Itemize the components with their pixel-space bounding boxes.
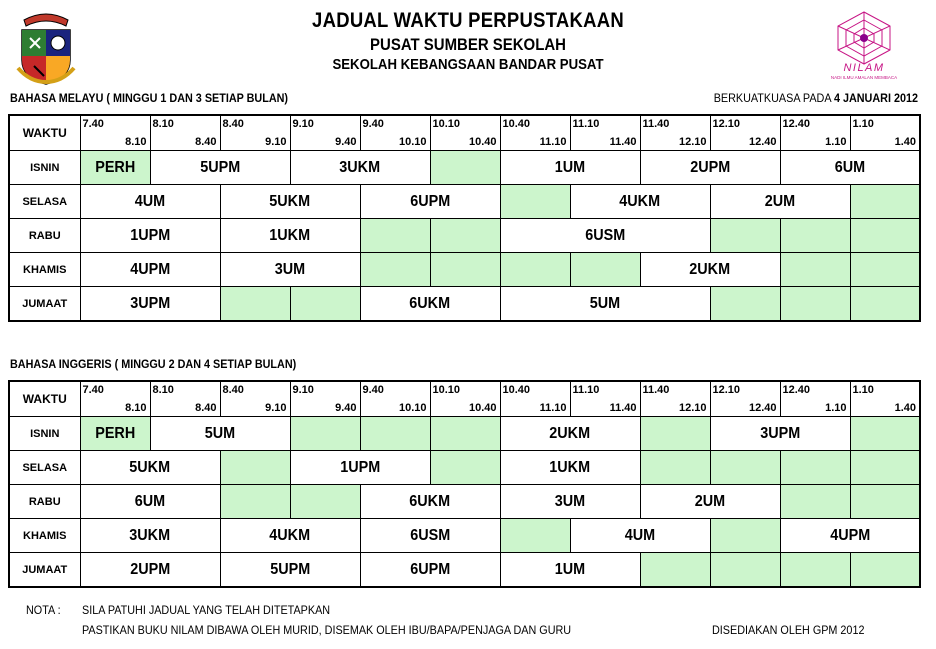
class-slot-label: 3UPM (759, 424, 800, 442)
time-slot-start: 7.40 (82, 118, 104, 130)
free-slot (850, 185, 920, 219)
class-slot-label: 6UM (834, 158, 865, 176)
class-slot (500, 451, 640, 485)
time-slot-start: 10.40 (502, 384, 531, 396)
class-slot (500, 485, 640, 519)
effective-date-value: 4 JANUARI 2012 (833, 91, 918, 105)
day-label: RABU (9, 485, 80, 519)
day-label: ISNIN (9, 417, 80, 451)
class-slot (500, 417, 640, 451)
time-slot-end: 1.10 (825, 136, 847, 148)
time-slot-end: 12.40 (748, 136, 777, 148)
free-slot (780, 485, 850, 519)
class-slot (220, 185, 360, 219)
class-slot (220, 253, 360, 287)
free-slot (640, 553, 710, 588)
class-slot-label: 5UKM (269, 192, 311, 210)
time-slot-header (220, 115, 290, 151)
free-slot (360, 417, 430, 451)
day-label: ISNIN (9, 151, 80, 185)
time-slot-start: 8.40 (222, 118, 244, 130)
day-label: RABU (9, 219, 80, 253)
table-row (9, 519, 920, 553)
class-slot-label: 1UPM (339, 458, 380, 476)
class-slot-label: 6UM (134, 492, 166, 510)
note-line-1: SILA PATUHI JADUAL YANG TELAH DITETAPKAN (82, 603, 331, 617)
class-slot (80, 417, 150, 451)
time-slot-end: 11.40 (609, 402, 637, 414)
class-slot-label: 6USM (409, 526, 450, 544)
free-slot (780, 451, 850, 485)
class-slot (80, 151, 150, 185)
time-slot-start: 10.10 (432, 384, 461, 396)
time-slot-header (290, 115, 360, 151)
class-slot-label: 1UPM (129, 226, 170, 244)
waktu-header: WAKTU (9, 115, 80, 151)
time-slot-end: 1.40 (894, 136, 916, 148)
time-slot-start: 12.40 (782, 384, 811, 396)
time-slot-end: 9.10 (265, 402, 287, 414)
class-slot-label: 1UM (554, 560, 586, 578)
time-slot-header (710, 115, 780, 151)
class-slot (360, 553, 500, 588)
class-slot (640, 253, 780, 287)
class-slot (780, 151, 920, 185)
time-slot-end: 12.10 (678, 136, 707, 148)
time-slot-start: 1.10 (852, 118, 874, 130)
class-slot-label: 4UM (134, 192, 166, 210)
time-header-row (9, 115, 920, 151)
free-slot (290, 417, 360, 451)
free-slot (710, 287, 780, 322)
free-slot (640, 451, 710, 485)
time-slot-header (360, 381, 430, 417)
nilam-logo-tagline: NADI ILMU AMALAN MEMBACA (830, 75, 898, 80)
table-row (9, 451, 920, 485)
time-slot-end: 1.40 (894, 402, 916, 414)
free-slot (850, 287, 920, 322)
free-slot (430, 451, 500, 485)
free-slot (430, 219, 500, 253)
class-slot-label: 2UKM (689, 260, 731, 278)
time-slot-header (150, 115, 220, 151)
free-slot (780, 553, 850, 588)
free-slot (710, 519, 780, 553)
time-slot-header (780, 381, 850, 417)
timetable-bahasa-melayu (8, 114, 921, 322)
class-slot-label: 2UM (764, 192, 796, 210)
free-slot (850, 553, 920, 588)
class-slot-label: 2UPM (129, 560, 170, 578)
class-slot (290, 451, 430, 485)
time-slot-end: 8.40 (195, 136, 217, 148)
page-title: JADUAL WAKTU PERPUSTAKAAN (312, 9, 624, 32)
notes-label: NOTA : (26, 603, 61, 617)
class-slot-label: 4UM (624, 526, 656, 544)
class-slot (80, 553, 220, 588)
class-slot-label: 5UPM (269, 560, 310, 578)
time-slot-start: 10.40 (502, 118, 531, 130)
time-slot-start: 8.10 (152, 118, 174, 130)
day-label: JUMAAT (9, 287, 80, 322)
table-row (9, 185, 920, 219)
time-slot-header (360, 115, 430, 151)
day-label: SELASA (9, 185, 80, 219)
table-row (9, 219, 920, 253)
time-slot-header (850, 115, 920, 151)
class-slot (80, 287, 220, 322)
class-slot-label: 3UKM (129, 526, 171, 544)
table-row (9, 485, 920, 519)
time-slot-start: 12.40 (782, 118, 811, 130)
table-row (9, 553, 920, 588)
class-slot (500, 553, 640, 588)
table-row (9, 151, 920, 185)
class-slot (710, 417, 850, 451)
time-slot-start: 11.40 (642, 384, 670, 396)
free-slot (850, 253, 920, 287)
time-slot-start: 9.10 (292, 118, 314, 130)
table-row (9, 417, 920, 451)
class-slot-label: 2UPM (689, 158, 730, 176)
class-slot-label: 5UPM (199, 158, 240, 176)
class-slot-label: 5UM (589, 294, 621, 312)
time-slot-start: 11.10 (572, 384, 600, 396)
class-slot (360, 519, 500, 553)
time-slot-start: 12.10 (712, 118, 741, 130)
time-slot-start: 11.40 (642, 118, 670, 130)
time-slot-start: 1.10 (852, 384, 874, 396)
time-slot-start: 8.40 (222, 384, 244, 396)
free-slot (710, 451, 780, 485)
class-slot (290, 151, 430, 185)
free-slot (290, 287, 360, 322)
free-slot (850, 451, 920, 485)
class-slot-label: 6UKM (409, 492, 451, 510)
class-slot (360, 287, 500, 322)
time-slot-start: 9.40 (362, 118, 384, 130)
free-slot (570, 253, 640, 287)
class-slot-label: 3UM (554, 492, 586, 510)
class-slot-label: 1UKM (269, 226, 311, 244)
class-slot (80, 519, 220, 553)
time-slot-start: 7.40 (82, 384, 104, 396)
free-slot (430, 253, 500, 287)
class-slot (360, 485, 500, 519)
class-slot (220, 219, 360, 253)
free-slot (500, 253, 570, 287)
class-slot-label: 6UPM (409, 560, 450, 578)
effective-date (714, 91, 918, 105)
class-slot-label: 5UM (204, 424, 236, 442)
class-slot (80, 253, 220, 287)
time-slot-end: 10.10 (398, 136, 427, 148)
time-slot-header (430, 115, 500, 151)
time-slot-header (640, 381, 710, 417)
time-slot-header (80, 381, 150, 417)
class-slot (500, 219, 710, 253)
time-slot-end: 11.10 (539, 402, 567, 414)
time-slot-end: 10.40 (468, 136, 497, 148)
free-slot (850, 417, 920, 451)
time-slot-header (710, 381, 780, 417)
free-slot (360, 253, 430, 287)
time-header-row (9, 381, 920, 417)
class-slot-label: 1UM (554, 158, 586, 176)
class-slot (500, 151, 640, 185)
class-slot (220, 553, 360, 588)
free-slot (640, 417, 710, 451)
timetable-bahasa-inggeris (8, 380, 921, 588)
free-slot (220, 485, 290, 519)
class-slot-label: 6UKM (409, 294, 451, 312)
class-slot (640, 485, 780, 519)
time-slot-header (430, 381, 500, 417)
free-slot (780, 253, 850, 287)
class-slot (150, 151, 290, 185)
time-slot-end: 1.10 (825, 402, 847, 414)
time-slot-end: 11.10 (539, 136, 567, 148)
note-line-2: PASTIKAN BUKU NILAM DIBAWA OLEH MURID, DISEMAK OLEH IBU/BAPA/PENJAGA DAN GURU (82, 623, 572, 637)
page-subtitle: PUSAT SUMBER SEKOLAH (370, 35, 566, 54)
school-name: SEKOLAH KEBANGSAAN BANDAR PUSAT (332, 56, 604, 73)
table-row (9, 253, 920, 287)
time-slot-start: 9.10 (292, 384, 314, 396)
waktu-header: WAKTU (9, 381, 80, 417)
class-slot (570, 185, 710, 219)
free-slot (360, 219, 430, 253)
time-slot-end: 9.10 (265, 136, 287, 148)
time-slot-header (500, 115, 570, 151)
class-slot (80, 219, 220, 253)
class-slot-label: 6USM (584, 226, 625, 244)
class-slot-label: PERH (94, 424, 135, 442)
class-slot (710, 185, 850, 219)
class-slot-label: 3UPM (129, 294, 170, 312)
class-slot-label: 1UKM (549, 458, 591, 476)
table-row (9, 287, 920, 322)
class-slot-label: 4UKM (269, 526, 311, 544)
time-slot-header (850, 381, 920, 417)
time-slot-header (640, 115, 710, 151)
free-slot (500, 185, 570, 219)
time-slot-header (570, 115, 640, 151)
free-slot (710, 219, 780, 253)
class-slot (150, 417, 290, 451)
time-slot-header (290, 381, 360, 417)
day-label: SELASA (9, 451, 80, 485)
class-slot (640, 151, 780, 185)
class-slot (80, 451, 220, 485)
free-slot (220, 287, 290, 322)
class-slot-label: PERH (94, 158, 135, 176)
class-slot (80, 485, 220, 519)
class-slot (220, 519, 360, 553)
free-slot (850, 485, 920, 519)
free-slot (780, 219, 850, 253)
time-slot-header (80, 115, 150, 151)
class-slot-label: 2UM (694, 492, 726, 510)
free-slot (220, 451, 290, 485)
class-slot-label: 3UKM (339, 158, 381, 176)
nilam-logo-text: NILAM (843, 62, 885, 74)
effective-label: BERKUATKUASA PADA (713, 91, 831, 105)
day-label: KHAMIS (9, 253, 80, 287)
class-slot-label: 4UPM (129, 260, 170, 278)
class-slot-label: 4UKM (619, 192, 661, 210)
free-slot (430, 417, 500, 451)
day-label: JUMAAT (9, 553, 80, 588)
time-slot-header (780, 115, 850, 151)
section-label-bi: BAHASA INGGERIS ( MINGGU 2 DAN 4 SETIAP BULAN) (10, 357, 297, 371)
time-slot-start: 9.40 (362, 384, 384, 396)
free-slot (430, 151, 500, 185)
free-slot (780, 287, 850, 322)
class-slot-label: 4UPM (829, 526, 870, 544)
time-slot-end: 12.10 (678, 402, 707, 414)
time-slot-end: 10.10 (398, 402, 427, 414)
time-slot-header (500, 381, 570, 417)
time-slot-end: 12.40 (748, 402, 777, 414)
class-slot (570, 519, 710, 553)
free-slot (850, 219, 920, 253)
time-slot-header (570, 381, 640, 417)
free-slot (710, 553, 780, 588)
class-slot-label: 2UKM (549, 424, 591, 442)
time-slot-end: 8.10 (125, 402, 147, 414)
time-slot-end: 8.10 (125, 136, 147, 148)
time-slot-end: 11.40 (609, 136, 637, 148)
class-slot-label: 6UPM (409, 192, 450, 210)
time-slot-end: 10.40 (468, 402, 497, 414)
time-slot-header (220, 381, 290, 417)
time-slot-start: 10.10 (432, 118, 461, 130)
free-slot (500, 519, 570, 553)
class-slot (780, 519, 920, 553)
class-slot (80, 185, 220, 219)
time-slot-end: 9.40 (335, 136, 357, 148)
time-slot-header (150, 381, 220, 417)
header (0, 8, 936, 75)
time-slot-start: 11.10 (572, 118, 600, 130)
time-slot-start: 8.10 (152, 384, 174, 396)
time-slot-end: 8.40 (195, 402, 217, 414)
time-slot-end: 9.40 (335, 402, 357, 414)
class-slot-label: 3UM (274, 260, 306, 278)
class-slot (500, 287, 710, 322)
class-slot-label: 5UKM (129, 458, 171, 476)
time-slot-start: 12.10 (712, 384, 741, 396)
free-slot (290, 485, 360, 519)
class-slot (360, 185, 500, 219)
prepared-by: DISEDIAKAN OLEH GPM 2012 (712, 623, 865, 637)
section-label-bm: BAHASA MELAYU ( MINGGU 1 DAN 3 SETIAP BULAN) (10, 91, 289, 105)
day-label: KHAMIS (9, 519, 80, 553)
